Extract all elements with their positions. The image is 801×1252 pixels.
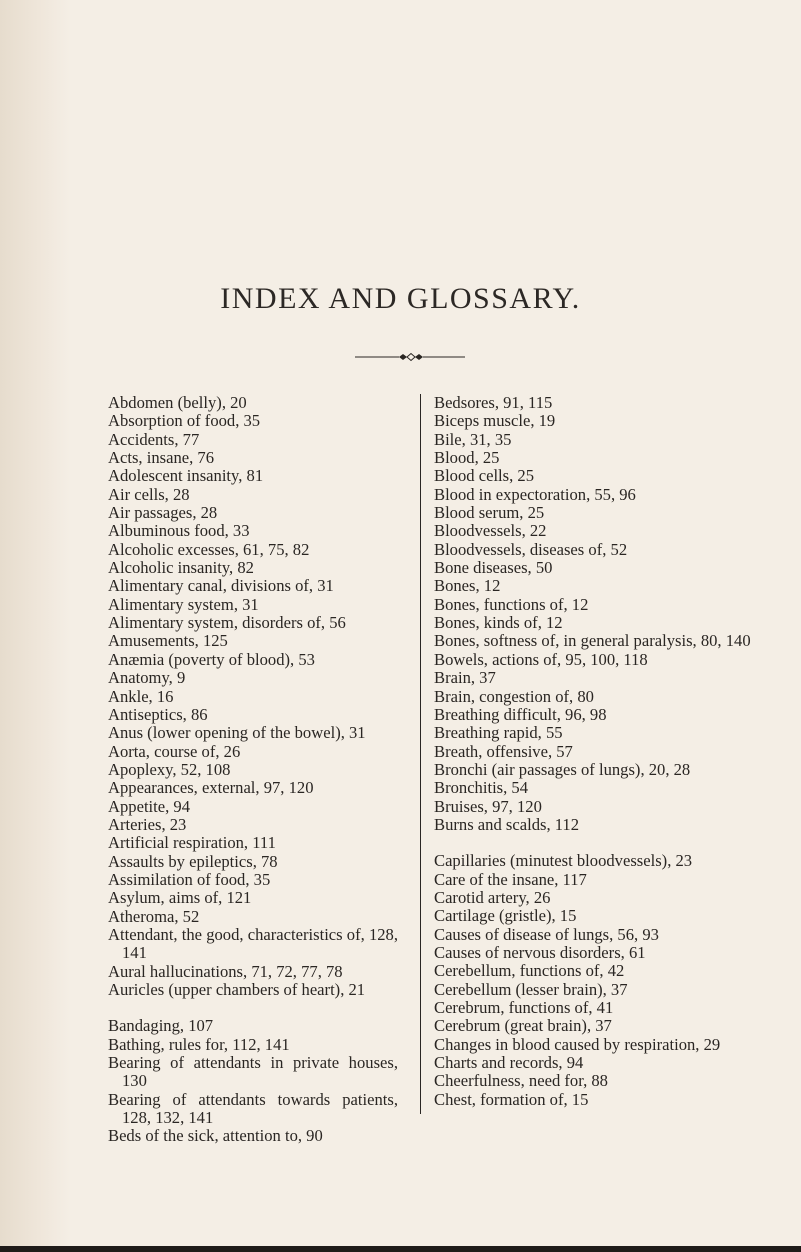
index-entry: Anus (lower opening of the bowel), 31 bbox=[108, 723, 366, 743]
index-entry: Alimentary system, 31 bbox=[108, 594, 259, 614]
index-entry: Blood cells, 25 bbox=[434, 466, 535, 486]
index-entry: Cerebrum, functions of, 41 bbox=[434, 998, 614, 1017]
index-entry: Blood, 25 bbox=[434, 448, 500, 468]
index-entry: Cerebellum, functions of, 42 bbox=[434, 961, 625, 981]
index-entry: Air passages, 28 bbox=[108, 503, 218, 523]
index-entry: Burns and scalds, 112 bbox=[434, 814, 580, 834]
index-entry: Bruises, 97, 120 bbox=[434, 796, 542, 816]
index-entry: Bandaging, 107 bbox=[108, 1016, 214, 1036]
index-entry: Brain, 37 bbox=[434, 668, 496, 688]
page-title: INDEX AND GLOSSARY. bbox=[220, 282, 581, 315]
index-entry: Ankle, 16 bbox=[108, 686, 174, 706]
index-entry: Bloodvessels, 22 bbox=[434, 521, 547, 541]
index-entry: Causes of disease of lungs, 56, 93 bbox=[434, 924, 659, 944]
index-entry: Brain, congestion of, 80 bbox=[434, 686, 594, 706]
index-entry: Appetite, 94 bbox=[108, 796, 191, 816]
index-entry: Aorta, course of, 26 bbox=[108, 741, 241, 761]
index-entry: Carotid artery, 26 bbox=[434, 887, 551, 907]
index-entry: Breath, offensive, 57 bbox=[434, 741, 573, 761]
index-entry: Bronchi (air passages of lungs), 20, 28 bbox=[434, 759, 691, 779]
index-entry: Assimilation of food, 35 bbox=[108, 869, 271, 889]
index-entry: Biceps muscle, 19 bbox=[434, 411, 556, 431]
index-entry: Causes of nervous disorders, 61 bbox=[434, 942, 646, 962]
index-entry: Atheroma, 52 bbox=[108, 906, 200, 926]
index-entry: Chest, formation of, 15 bbox=[434, 1089, 589, 1109]
section-gap bbox=[108, 999, 398, 1017]
index-entry: Assaults by epileptics, 78 bbox=[108, 851, 278, 871]
index-entry: Cerebellum (lesser brain), 37 bbox=[434, 979, 628, 999]
index-entry: Breathing rapid, 55 bbox=[434, 723, 563, 743]
index-entry: Attendant, the good, characteristics of, 128, 141 bbox=[108, 924, 398, 963]
index-entry: Bones, softness of, in general paralysis, 80, 140 bbox=[434, 631, 751, 651]
index-entry: Bearing of attendants in private houses, 130 bbox=[108, 1053, 398, 1091]
index-entry: Auricles (upper chambers of heart), 21 bbox=[108, 980, 366, 999]
index-entry: Air cells, 28 bbox=[108, 484, 190, 504]
index-entry: Bowels, actions of, 95, 100, 118 bbox=[434, 649, 648, 669]
index-entry: Blood serum, 25 bbox=[434, 503, 545, 523]
index-entry: Anatomy, 9 bbox=[108, 668, 186, 688]
index-entry: Alimentary system, disorders of, 56 bbox=[108, 613, 346, 633]
index-entry: Alimentary canal, divisions of, 31 bbox=[108, 576, 334, 596]
column-divider bbox=[420, 394, 421, 1114]
index-entry: Bones, 12 bbox=[434, 576, 501, 596]
section-gap bbox=[434, 834, 774, 852]
index-entry: Cerebrum (great brain), 37 bbox=[434, 1016, 612, 1036]
page-bottom-edge bbox=[0, 1246, 801, 1252]
index-entry: Charts and records, 94 bbox=[434, 1053, 584, 1073]
index-entry: Accidents, 77 bbox=[108, 429, 200, 449]
index-entry: Anæmia (poverty of blood), 53 bbox=[108, 649, 315, 669]
index-entry: Bile, 31, 35 bbox=[434, 429, 512, 449]
index-entry: Capillaries (minutest bloodvessels), 23 bbox=[434, 851, 693, 871]
index-entry: Arteries, 23 bbox=[108, 814, 187, 834]
index-entry: Alcoholic excesses, 61, 75, 82 bbox=[108, 539, 310, 559]
index-entry: Bones, functions of, 12 bbox=[434, 594, 589, 614]
index-entry: Absorption of food, 35 bbox=[108, 411, 261, 431]
index-entry: Bearing of attendants towards patients, 128, 132, 141 bbox=[108, 1089, 398, 1128]
index-entry: Blood in expectoration, 55, 96 bbox=[434, 484, 636, 504]
index-entry: Abdomen (belly), 20 bbox=[108, 393, 247, 412]
index-entry: Bloodvessels, diseases of, 52 bbox=[434, 539, 628, 559]
index-entry: Beds of the sick, attention to, 90 bbox=[108, 1126, 323, 1146]
index-entry: Albuminous food, 33 bbox=[108, 521, 250, 541]
index-entry: Bronchitis, 54 bbox=[434, 778, 529, 798]
index-entry: Bathing, rules for, 112, 141 bbox=[108, 1034, 290, 1054]
index-entry: Care of the insane, 117 bbox=[434, 869, 587, 889]
index-column-left bbox=[108, 394, 398, 1146]
index-column-right bbox=[434, 394, 774, 1109]
page-edge-shadow bbox=[0, 0, 70, 1252]
index-entry: Asylum, aims of, 121 bbox=[108, 888, 252, 908]
divider-ornament bbox=[355, 352, 465, 362]
index-entry: Cheerfulness, need for, 88 bbox=[434, 1071, 608, 1091]
index-entry: Breathing difficult, 96, 98 bbox=[434, 704, 607, 724]
index-entry: Acts, insane, 76 bbox=[108, 448, 214, 468]
index-entry: Changes in blood caused by respiration, 29 bbox=[434, 1034, 721, 1054]
index-entry: Bones, kinds of, 12 bbox=[434, 613, 563, 633]
index-entry: Antiseptics, 86 bbox=[108, 704, 208, 724]
index-entry: Amusements, 125 bbox=[108, 631, 228, 651]
index-entry: Aural hallucinations, 71, 72, 77, 78 bbox=[108, 961, 343, 981]
index-entry: Artificial respiration, 111 bbox=[108, 833, 276, 853]
index-entry: Cartilage (gristle), 15 bbox=[434, 906, 577, 926]
index-entry: Bone diseases, 50 bbox=[434, 558, 553, 578]
index-entry: Appearances, external, 97, 120 bbox=[108, 778, 314, 798]
index-entry: Adolescent insanity, 81 bbox=[108, 466, 264, 486]
index-entry: Alcoholic insanity, 82 bbox=[108, 558, 254, 578]
index-entry: Apoplexy, 52, 108 bbox=[108, 759, 231, 779]
index-entry: Bedsores, 91, 115 bbox=[434, 393, 553, 412]
